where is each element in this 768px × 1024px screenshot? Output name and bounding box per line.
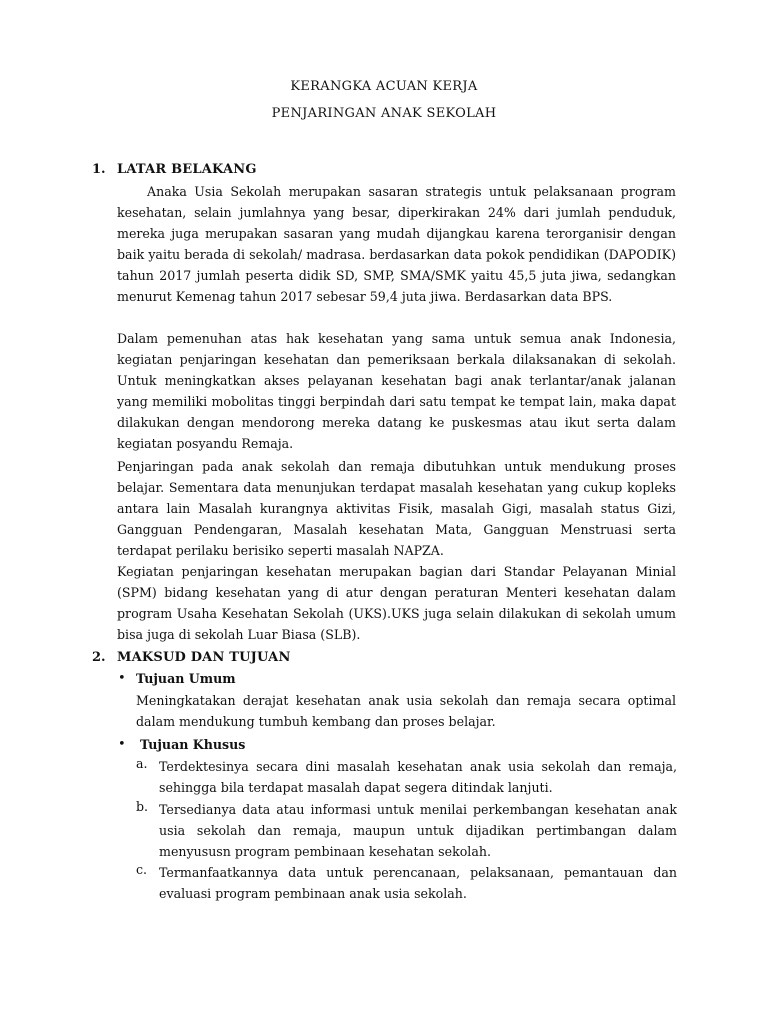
section1-paragraph-2: Dalam pemenuhan atas hak kesehatan yang sama untuk semua anak Indonesia, kegiatan penjaringan kesehatan dan pemeriksaan berkala dilaksanakan di sekolah. Untuk meningkatkan akses pelayanan kesehatan bagi anak terlantar/anak jalanan yang memiliki mobolitas tinggi berpindah dari satu tempat ke tempat lain, maka dapat dilakukan dengan mendorong mereka datang ke puskesmas atau ikut serta dalam kegiatan posyandu Remaja. bbox=[117, 331, 676, 451]
section1-paragraph-4: Kegiatan penjaringan kesehatan merupakan bagian dari Standar Pelayanan Minial (SPM) bidang kesehatan yang di atur dengan peraturan Menteri kesehatan dalam program Usaha Kesehatan Sekolah (UKS).UKS juga selain dilakukan di sekolah umum bisa juga di sekolah Luar Biasa (SLB). bbox=[117, 564, 676, 642]
tujuan-khusus-item-a: Terdektesinya secara dini masalah kesehatan anak usia sekolah dan remaja, sehingga bila terdapat masalah dapat segera ditindak lanjuti. bbox=[159, 759, 677, 795]
document-title-line1: KERANGKA ACUAN KERJA bbox=[290, 79, 478, 94]
section1-paragraph-1: Anaka Usia Sekolah merupakan sasaran strategis untuk pelaksanaan program kesehatan, selain jumlahnya yang besar, diperkirakan 24% dari jumlah penduduk, mereka juga merupakan sasaran yang mudah dijangkau karena terorganisir dengan baik yaitu berada di sekolah/ madrasa. berdasarkan data pokok pendidikan (DAPODIK) tahun 2017 jumlah peserta didik SD, SMP, SMA/SMK yaitu 45,5 juta jiwa, sedangkan menurut Kemenag tahun 2017 sebesar 59,4 juta jiwa. Berdasarkan data BPS. bbox=[117, 184, 676, 304]
tujuan-khusus-heading: Tujuan Khusus bbox=[140, 737, 246, 752]
bullet-tujuan-khusus: • bbox=[118, 737, 126, 752]
bullet-tujuan-umum: • bbox=[118, 671, 126, 686]
section1-number: 1. bbox=[92, 162, 106, 177]
section2-number: 2. bbox=[92, 650, 106, 665]
tujuan-umum-text: Meningkatakan derajat kesehatan anak usia sekolah dan remaja secara optimal dalam mendukung tumbuh kembang dan proses belajar. bbox=[136, 693, 676, 729]
tujuan-khusus-letter-b: b. bbox=[136, 799, 149, 814]
tujuan-khusus-letter-a: a. bbox=[136, 756, 148, 771]
tujuan-khusus-item-c: Termanfaatkannya data untuk perencanaan, pelaksanaan, pemantauan dan evaluasi program pembinaan anak usia sekolah. bbox=[159, 865, 677, 901]
section1-paragraph-3: Penjaringan pada anak sekolah dan remaja dibutuhkan untuk mendukung proses belajar. Sementara data menunjukan terdapat masalah kesehatan yang cukup kopleks antara lain Masalah kurangnya aktivitas Fisik, masalah Gigi, masalah status Gizi, Gangguan Pendengaran, Masalah kesehatan Mata, Gangguan Menstruasi serta terdapat perilaku berisiko seperti masalah NAPZA. bbox=[117, 459, 676, 558]
document-title-line2: PENJARINGAN ANAK SEKOLAH bbox=[271, 106, 497, 121]
section1-heading: LATAR BELAKANG bbox=[117, 162, 257, 177]
tujuan-khusus-item-b: Tersedianya data atau informasi untuk menilai perkembangan kesehatan anak usia sekolah dan remaja, maupun untuk dijadikan pertimbangan dalam menyususn program pembinaan kesehatan sekolah. bbox=[159, 802, 677, 859]
tujuan-umum-heading: Tujuan Umum bbox=[136, 671, 236, 686]
section2-heading: MAKSUD DAN TUJUAN bbox=[117, 650, 291, 665]
tujuan-khusus-letter-c: c. bbox=[136, 862, 148, 877]
